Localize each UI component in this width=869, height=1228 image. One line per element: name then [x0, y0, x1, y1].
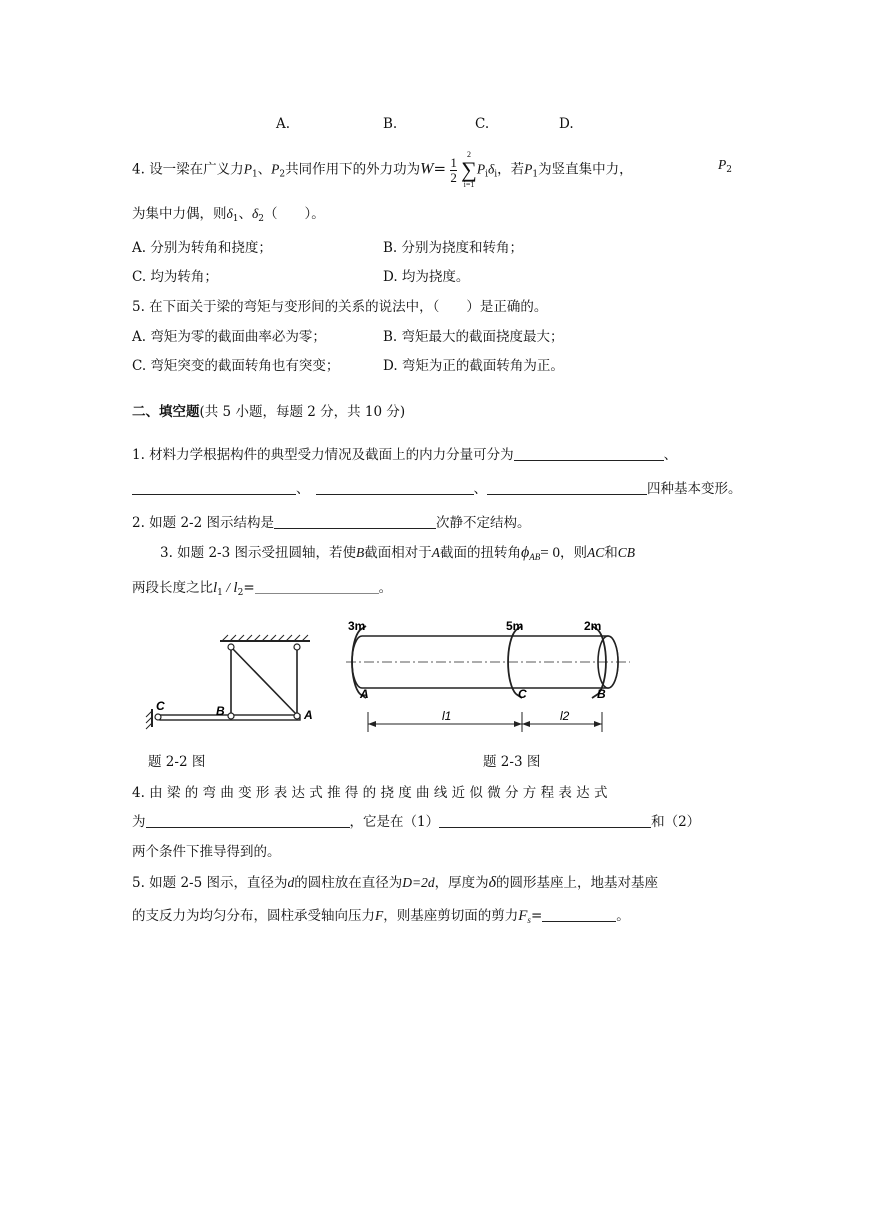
f5-text-f: 的支反力为均匀分布，圆柱承受轴向压力	[132, 908, 375, 924]
q5-option-a: A. 弯矩为零的截面曲率必为零；	[132, 329, 326, 345]
f5-text-g: ，则基座剪切面的剪力	[383, 908, 519, 924]
section2-heading	[132, 400, 405, 420]
f3-l2: l	[233, 580, 238, 596]
f5-line1	[132, 871, 658, 892]
section2-title: 二、填空题	[132, 404, 200, 420]
f3-eqs: =	[243, 580, 255, 596]
q4-pi-sub: i	[485, 169, 488, 180]
f3-slash: /	[222, 580, 234, 595]
f3-b: B	[356, 545, 365, 560]
f4-line2	[132, 810, 700, 830]
f3-text-a: 3. 如题 2-3 图示受扭圆轴，若使	[160, 545, 356, 561]
f5-delta: δ	[488, 874, 497, 891]
q4-option-a: A. 分别为转角和挠度；	[132, 240, 272, 256]
q4-fraction	[450, 156, 457, 185]
fig22-label-c: C	[156, 699, 165, 713]
f5-blank[interactable]	[542, 907, 616, 922]
f5-fs: F	[518, 908, 528, 924]
figure-2-3	[340, 612, 640, 742]
f4-blank-1[interactable]	[146, 813, 350, 828]
f3-phi-sub: AB	[529, 552, 541, 562]
fig23-moment-right: 2m	[584, 619, 602, 633]
f4-text-c: 和（2）	[651, 814, 701, 830]
f1-blank-3[interactable]	[316, 480, 474, 495]
f1-blank-2[interactable]	[132, 480, 296, 495]
q4-option-b: B. 分别为挠度和转角；	[383, 240, 524, 256]
f5-text-c: ，厚度为	[434, 875, 489, 891]
f3-line2	[132, 576, 392, 598]
q5-stem: 5. 在下面关于梁的弯矩与变形间的关系的说法中，（ ）是正确的。	[132, 299, 548, 315]
f3-ac: AC	[587, 545, 605, 560]
q4-p1: P	[243, 161, 252, 177]
q4-delta1: δ	[226, 206, 233, 221]
f3-blank[interactable]	[255, 579, 379, 594]
fig23-label-b: B	[597, 687, 606, 701]
f3-text-b: 截面相对于	[364, 545, 432, 561]
f1-sep-1: 、	[296, 481, 310, 497]
f1-blank-1[interactable]	[514, 446, 664, 461]
f2-line	[132, 511, 531, 531]
f3-text-c: 截面的扭转角	[440, 545, 521, 561]
fig23-label-c: C	[518, 687, 527, 701]
f1-end: 四种基本变形。	[647, 481, 742, 497]
q4-option-d: D. 均为挠度。	[383, 269, 470, 285]
q4-sep: 、	[257, 161, 272, 178]
f1-line1	[132, 443, 677, 463]
q4-p2-eol-sym: P	[718, 157, 727, 172]
f3-text-d: ，则	[560, 545, 587, 561]
q3-option-c: C.	[475, 116, 490, 132]
fig23-moment-left: 3m	[348, 619, 366, 633]
q4-text-2: 共同作用下的外力功为	[285, 161, 421, 178]
q4-delta2: δ	[252, 206, 259, 221]
fig23-length-2: l2	[560, 709, 570, 723]
q4-sep2: 、	[238, 206, 253, 222]
f5-fs-sub: s	[527, 915, 531, 925]
q4-line2-a: 为集中力偶，则	[132, 206, 227, 222]
q4-sigma-bot: i=1	[463, 180, 475, 189]
f4-text-b: ，它是在（1）	[349, 814, 440, 830]
f3-line2-text: 两段长度之比	[132, 580, 213, 596]
f3-l1-sub: 1	[217, 588, 223, 598]
q3-option-b: B.	[383, 116, 398, 132]
q5-option-b: B. 弯矩最大的截面挠度最大；	[383, 329, 564, 345]
q4-frac-den: 2	[450, 169, 457, 185]
q4-text-3: ，若	[497, 161, 525, 178]
f4-blank-2[interactable]	[439, 813, 651, 828]
f5-text-b: 的圆柱放在直径为	[294, 875, 403, 891]
f5-line2	[132, 904, 630, 925]
f4-line3: 两个条件下推导得到的。	[132, 844, 281, 860]
figure-2-2	[140, 635, 320, 735]
fig23-length-1: l1	[442, 709, 452, 723]
q4-sigma-top: 2	[467, 150, 471, 159]
f5-end: 。	[616, 908, 630, 924]
f1-blank-4[interactable]	[487, 480, 647, 495]
q4-eq: =	[433, 159, 447, 178]
f5-f: F	[375, 908, 384, 923]
q4-p1-sub: 1	[251, 169, 258, 180]
section2-note: (共 5 小题，每题 2 分，共 10 分)	[199, 404, 406, 420]
q4-p1-again-sub: 1	[532, 169, 539, 180]
q4-stem-line2	[132, 202, 325, 224]
q4-delta1-sub: 1	[232, 214, 239, 224]
fig22-label-a: A	[304, 708, 313, 722]
q4-text: 设一梁在广义力	[149, 161, 244, 178]
fig23-caption: 题 2-3 图	[483, 754, 541, 770]
f3-phi: ϕ	[521, 544, 530, 561]
f5-d: d	[287, 875, 295, 890]
fig23-label-a: A	[360, 687, 369, 701]
q4-sigma-sym: ∑	[461, 157, 477, 182]
f5-dd: D=2d	[402, 875, 435, 890]
q5-option-d: D. 弯矩为正的截面转角为正。	[383, 358, 564, 374]
f3-cb: CB	[617, 545, 636, 560]
fig23-moment-mid: 5m	[506, 619, 524, 633]
f3-l1: l	[213, 580, 218, 596]
f5-eqs: =	[530, 908, 543, 924]
f1-line2	[132, 477, 742, 497]
f5-text-a: 5. 如题 2-5 图示，直径为	[132, 875, 288, 891]
q4-p1-again: P	[524, 161, 533, 177]
f2-blank[interactable]	[274, 514, 436, 529]
q4-p2-eol-sub: 2	[726, 165, 732, 175]
f3-and: 和	[604, 545, 618, 561]
f3-line1	[160, 541, 635, 562]
q4-di-sub: i	[494, 169, 498, 180]
q4-p2-eol	[718, 157, 732, 175]
f1-comma: 、	[663, 447, 678, 463]
q3-option-a: A.	[276, 116, 291, 132]
q4-pi: P	[476, 161, 486, 177]
f1-sep-2: 、	[473, 481, 487, 497]
f5-text-e: 的圆形基座上，地基对基座	[496, 875, 659, 891]
q4-p2: P	[271, 161, 280, 177]
f1-text: 1. 材料力学根据构件的典型受力情况及截面上的内力分量可分为	[132, 447, 514, 463]
fig22-caption: 题 2-2 图	[148, 754, 206, 770]
q5-option-c: C. 弯矩突变的截面转角也有突变；	[132, 358, 340, 374]
f2-text-a: 2. 如题 2-2 图示结构是	[132, 515, 274, 531]
f4-text-a: 为	[132, 814, 146, 830]
q4-frac-num: 1	[450, 154, 457, 170]
f3-a: A	[431, 545, 440, 560]
q4-stem-line1	[132, 150, 633, 190]
f4-line1: 4. 由 梁 的 弯 曲 变 形 表 达 式 推 得 的 挠 度 曲 线 近 似 微 分 方 程 表 达 式	[132, 785, 608, 801]
fig22-label-b: B	[216, 704, 225, 718]
q4-text-4: 为竖直集中力，	[538, 161, 633, 178]
q4-option-c: C. 均为转角；	[132, 269, 218, 285]
f2-text-b: 次静不定结构。	[436, 515, 531, 531]
q4-p2-sub: 2	[279, 169, 286, 180]
f3-l2-sub: 2	[237, 588, 244, 598]
f3-zero: = 0	[540, 545, 560, 561]
q4-w: W	[420, 160, 434, 178]
q4-sigma	[461, 150, 477, 190]
f3-end: 。	[378, 580, 393, 596]
q4-number: 4.	[132, 161, 145, 178]
q3-option-d: D.	[559, 116, 574, 132]
q4-line2-b: （ ）。	[264, 206, 325, 222]
q4-delta2-sub: 2	[258, 214, 265, 224]
q4-di: δ	[487, 161, 495, 177]
